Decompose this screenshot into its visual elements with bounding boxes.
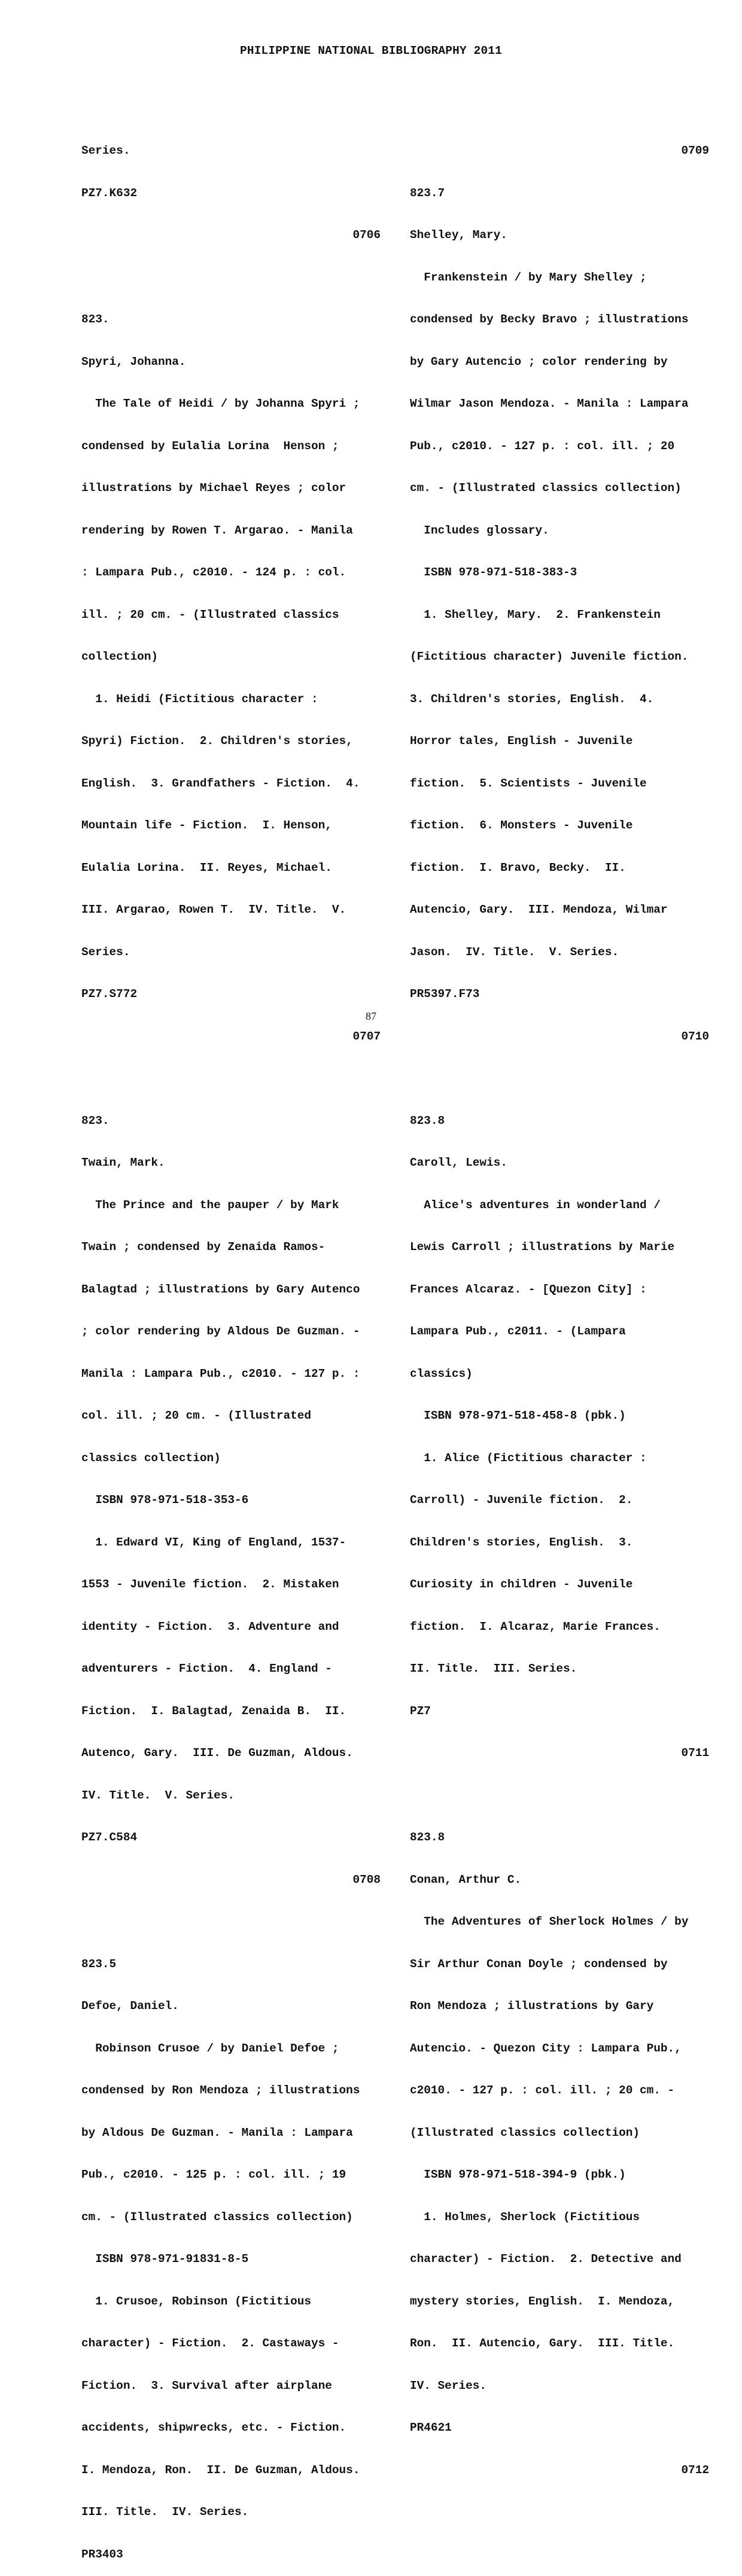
entry-line: Series.	[81, 144, 130, 157]
entry-line: 1. Crusoe, Robinson (Fictitious	[81, 2294, 311, 2308]
bibliography-column-left	[81, 116, 381, 2576]
entry-isbn: ISBN 978-971-518-458-8 (pbk.)	[410, 1409, 626, 1422]
entry-line: condensed by Ron Mendoza ; illustrations	[81, 2084, 360, 2097]
entry-line: 3. Children's stories, English. 4.	[410, 692, 654, 706]
entry-isbn: ISBN 978-971-518-383-3	[410, 566, 577, 579]
entry-number: 0709	[681, 144, 709, 157]
entry-line	[81, 271, 381, 285]
entry-line: identity - Fiction. 3. Adventure and	[81, 1620, 339, 1633]
entry-author: Twain, Mark.	[81, 1156, 165, 1169]
entry-line: character) - Fiction. 2. Castaways -	[81, 2337, 339, 2350]
entry-line: by Aldous De Guzman. - Manila : Lampara	[81, 2126, 353, 2139]
entry-line: Twain ; condensed by Zenaida Ramos-	[81, 1240, 326, 1254]
entry-line: Ron. II. Autencio, Gary. III. Title.	[410, 2337, 675, 2350]
classification-number: 823.	[81, 1114, 110, 1127]
entry-author: Shelley, Mary.	[410, 228, 507, 242]
entry-author: Spyri, Johanna.	[81, 355, 186, 368]
page-number: 87	[366, 1010, 376, 1022]
entry-line: Ron Mendoza ; illustrations by Gary	[410, 1999, 654, 2013]
entry-line: Sir Arthur Conan Doyle ; condensed by	[410, 1957, 668, 1971]
entry-line: (Illustrated classics collection)	[410, 2126, 640, 2139]
classification-number: 823.7	[410, 186, 445, 200]
entry-line: Carroll) - Juvenile fiction. 2.	[410, 1493, 633, 1507]
entry-line: fiction. 5. Scientists - Juvenile	[410, 776, 647, 790]
entry-number: 0706	[352, 228, 381, 242]
entry-line: II. Title. III. Series.	[410, 1662, 577, 1675]
entry-line: Mountain life - Fiction. I. Henson,	[81, 819, 332, 832]
entry-line: Alice's adventures in wonderland /	[410, 1198, 661, 1212]
entry-line: cm. - (Illustrated classics collection)	[81, 2210, 353, 2224]
entry-line: Pub., c2010. - 125 p. : col. ill. ; 19	[81, 2168, 346, 2181]
entry-line: III. Argarao, Rowen T. IV. Title. V.	[81, 903, 346, 916]
entry-line: fiction. I. Alcaraz, Marie Frances.	[410, 1620, 661, 1633]
call-number: PR4621	[410, 2421, 452, 2434]
entry-line: Wilmar Jason Mendoza. - Manila : Lampara	[410, 397, 689, 410]
entry-line	[81, 1072, 381, 1086]
call-number: PR5397.F73	[410, 987, 480, 1001]
entry-line: condensed by Eulalia Lorina Henson ;	[81, 439, 339, 453]
entry-line: Eulalia Lorina. II. Reyes, Michael.	[81, 861, 332, 874]
entry-line: Balagtad ; illustrations by Gary Autenco	[81, 1282, 360, 1296]
call-number: PZ7	[410, 1704, 431, 1718]
call-number: PR3403	[81, 2547, 123, 2561]
entry-line: English. 3. Grandfathers - Fiction. 4.	[81, 776, 360, 790]
entry-line: Children's stories, English. 3.	[410, 1535, 633, 1549]
entry-line: Autencio. - Quezon City : Lampara Pub.,	[410, 2041, 682, 2055]
entry-line: rendering by Rowen T. Argarao. - Manila	[81, 523, 353, 537]
entry-line: 1. Edward VI, King of England, 1537-	[81, 1535, 346, 1549]
entry-line: Autencio, Gary. III. Mendoza, Wilmar	[410, 903, 668, 916]
entry-number: 0710	[681, 1029, 709, 1043]
entry-number: 0712	[681, 2463, 709, 2477]
entry-line: Pub., c2010. - 127 p. : col. ill. ; 20	[410, 439, 675, 453]
entry-line: Series.	[81, 945, 130, 959]
entry-line: 1553 - Juvenile fiction. 2. Mistaken	[81, 1578, 339, 1591]
entry-line: fiction. I. Bravo, Becky. II.	[410, 861, 626, 874]
entry-line: Robinson Crusoe / by Daniel Defoe ;	[81, 2041, 339, 2055]
entry-line: illustrations by Michael Reyes ; color	[81, 481, 346, 495]
entry-line: Fiction. 3. Survival after airplane	[81, 2379, 332, 2392]
entry-line: 1. Shelley, Mary. 2. Frankenstein	[410, 608, 661, 621]
entry-number: 0708	[352, 1873, 381, 1886]
entry-isbn: ISBN 978-971-518-394-9 (pbk.)	[410, 2168, 626, 2181]
entry-line: Spyri) Fiction. 2. Children's stories,	[81, 734, 353, 748]
entry-line: Curiosity in children - Juvenile	[410, 1578, 633, 1591]
classification-number: 823.	[81, 313, 110, 326]
entry-line: III. Title. IV. Series.	[81, 2505, 249, 2519]
entry-line: Fiction. I. Balagtad, Zenaida B. II.	[81, 1704, 346, 1718]
entry-line: accidents, shipwrecks, etc. - Fiction.	[81, 2421, 346, 2434]
entry-line: IV. Title. V. Series.	[81, 1788, 235, 1802]
entry-line: mystery stories, English. I. Mendoza,	[410, 2294, 675, 2308]
entry-isbn: ISBN 978-971-518-353-6	[81, 1493, 249, 1507]
entry-line: The Adventures of Sherlock Holmes / by	[410, 1915, 689, 1928]
classification-number: 823.5	[81, 1957, 117, 1971]
entry-line: The Prince and the pauper / by Mark	[81, 1198, 339, 1212]
call-number: PZ7.S772	[81, 987, 138, 1001]
entry-line	[81, 1915, 381, 1929]
entry-line: ; color rendering by Aldous De Guzman. -	[81, 1325, 360, 1338]
entry-line: Jason. IV. Title. V. Series.	[410, 945, 619, 959]
entry-author: Caroll, Lewis.	[410, 1156, 507, 1169]
entry-line: fiction. 6. Monsters - Juvenile	[410, 819, 633, 832]
entry-line: The Tale of Heidi / by Johanna Spyri ;	[81, 397, 360, 410]
entry-isbn: ISBN 978-971-91831-8-5	[81, 2252, 249, 2266]
entry-line: col. ill. ; 20 cm. - (Illustrated	[81, 1409, 311, 1422]
entry-line: Frances Alcaraz. - [Quezon City] :	[410, 1282, 647, 1296]
entry-line: c2010. - 127 p. : col. ill. ; 20 cm. -	[410, 2084, 675, 2097]
classification-number: 823.8	[410, 1831, 445, 1844]
entry-number: 0711	[681, 1746, 709, 1760]
entry-line: IV. Series.	[410, 2379, 486, 2392]
entry-line: 1. Heidi (Fictitious character :	[81, 692, 318, 706]
entry-line: classics)	[410, 1367, 473, 1380]
entry-line: Manila : Lampara Pub., c2010. - 127 p. :	[81, 1367, 360, 1380]
entry-line: Frankenstein / by Mary Shelley ;	[410, 270, 647, 284]
call-number: PZ7.C584	[81, 1831, 138, 1844]
entry-line: Includes glossary.	[410, 523, 549, 537]
entry-line: ill. ; 20 cm. - (Illustrated classics	[81, 608, 339, 621]
entry-line: (Fictitious character) Juvenile fiction.	[410, 650, 689, 663]
entry-line: Lampara Pub., c2011. - (Lampara	[410, 1325, 626, 1338]
page-title: PHILIPPINE NATIONAL BIBLIOGRAPHY 2011	[240, 44, 502, 57]
bibliography-column-right	[410, 116, 709, 2492]
entry-line: 1. Holmes, Sherlock (Fictitious	[410, 2210, 640, 2224]
entry-line: collection)	[81, 650, 158, 663]
entry-author: Conan, Arthur C.	[410, 1873, 522, 1886]
entry-line: 1. Alice (Fictitious character :	[410, 1451, 647, 1465]
entry-line: Horror tales, English - Juvenile	[410, 734, 633, 748]
entry-line: : Lampara Pub., c2010. - 124 p. : col.	[81, 566, 346, 579]
entry-line: I. Mendoza, Ron. II. De Guzman, Aldous.	[81, 2463, 360, 2477]
entry-line: adventurers - Fiction. 4. England -	[81, 1662, 332, 1675]
entry-line: condensed by Becky Bravo ; illustrations	[410, 313, 689, 326]
entry-line	[410, 1789, 709, 1803]
entry-line: character) - Fiction. 2. Detective and	[410, 2252, 682, 2266]
entry-author: Defoe, Daniel.	[81, 1999, 179, 2013]
entry-line	[410, 1072, 709, 1086]
entry-line: by Gary Autencio ; color rendering by	[410, 355, 668, 368]
entry-number: 0707	[352, 1029, 381, 1043]
entry-line: Lewis Carroll ; illustrations by Marie	[410, 1240, 675, 1254]
entry-line: cm. - (Illustrated classics collection)	[410, 481, 682, 495]
entry-line: classics collection)	[81, 1451, 221, 1465]
entry-line: Autenco, Gary. III. De Guzman, Aldous.	[81, 1746, 353, 1760]
call-number: PZ7.K632	[81, 186, 138, 200]
classification-number: 823.8	[410, 1114, 445, 1127]
